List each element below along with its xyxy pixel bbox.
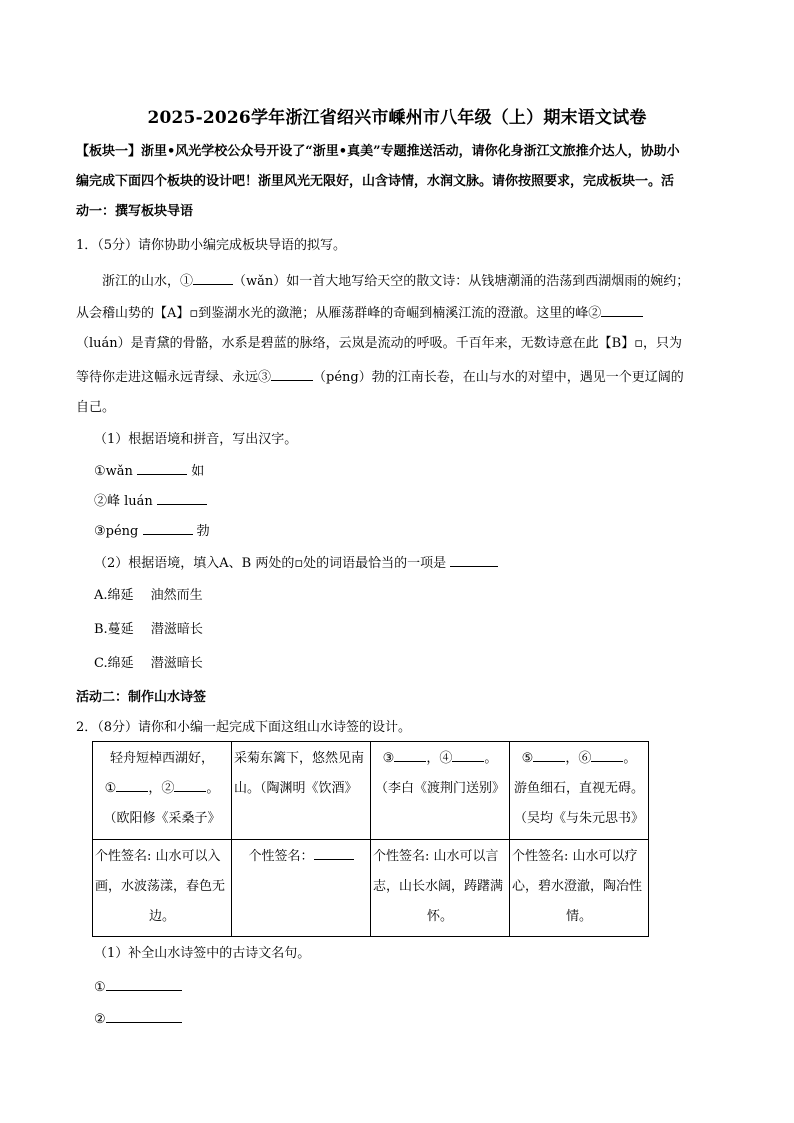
poem-row <box>93 742 649 840</box>
poem-blank-3[interactable] <box>394 747 426 762</box>
q1-sub-1: （1）根据语境和拼音，写出汉字。 <box>94 432 298 447</box>
circle-num: ① <box>104 781 117 796</box>
option-a[interactable]: A.绵延 油然而生 <box>94 588 203 603</box>
answer-suffix: 如 <box>191 464 205 479</box>
answer-3-blank[interactable] <box>143 520 193 535</box>
answer-label: ① <box>94 980 106 995</box>
poem-line <box>95 774 229 804</box>
punct: 。 <box>484 751 498 766</box>
intro-line-2: 编完成下面四个板块的设计吧！浙里风光无限好，山含诗情，水润文脉。请你按照要求，完成板块一。活 <box>76 174 675 189</box>
signature-card-1 <box>93 840 232 937</box>
circle-num: ，④ <box>426 751 453 766</box>
q2-answer-2-blank[interactable] <box>106 1008 182 1023</box>
q1-passage-line-1 <box>102 270 689 292</box>
poem-line: 游鱼细石，直视无碍。 <box>513 781 644 796</box>
q1-passage-line-2 <box>76 302 643 324</box>
signature-line <box>234 842 368 872</box>
signature-blank[interactable] <box>314 845 354 860</box>
poem-line: 采菊东篱下，悠然见南 <box>234 751 365 766</box>
answer-label: ③péng <box>94 524 139 539</box>
signature-card-3 <box>371 840 510 937</box>
signature-line: 个性签名: 山水可以入 <box>95 849 221 864</box>
activity-2-heading: 活动二：制作山水诗签 <box>76 690 207 705</box>
signature-line: 心，碧水澄澈，陶冶性 <box>512 879 643 894</box>
passage-text: （wǎn）如一首大地写给天空的散文诗：从钱塘潮涌的浩荡到西湖烟雨的婉约； <box>233 274 690 289</box>
q1-passage-line-3: （luán）是青黛的骨骼，水系是碧蓝的脉络，云岚是流动的呼吸。千百年来，无数诗意在此【B】▫，只为 <box>76 336 683 351</box>
poem-card-2 <box>232 742 371 840</box>
signature-card-2 <box>232 840 371 937</box>
poem-blank-6[interactable] <box>591 747 623 762</box>
q2-header: 2．（8分）请你和小编一起完成下面这组山水诗签的设计。 <box>76 720 412 735</box>
circle-num: ⑤ <box>521 751 534 766</box>
signature-line: 怀。 <box>426 909 453 924</box>
poem-blank-5[interactable] <box>533 747 565 762</box>
blank-3[interactable] <box>271 366 313 381</box>
signature-line: 边。 <box>148 909 175 924</box>
passage-text: 等待你走进这幅永远青绿、永远③ <box>76 370 272 385</box>
poem-line <box>512 744 646 774</box>
blank-2[interactable] <box>601 302 643 317</box>
signature-row <box>93 840 649 937</box>
poem-blank-2[interactable] <box>174 777 206 792</box>
q2-sub-1: （1）补全山水诗签中的古诗文名句。 <box>94 946 311 961</box>
punct: 。 <box>623 751 637 766</box>
passage-text: （péng）勃的江南长卷，在山与水的对望中，遇见一个更辽阔的 <box>313 370 684 385</box>
passage-text: 从会稽山势的【A】▫到鉴湖水光的潋滟；从雁荡群峰的奇崛到楠溪江流的澄澈。这里的峰② <box>76 306 602 321</box>
circle-num: ，② <box>148 781 175 796</box>
q1-sub-2-text: （2）根据语境，填入A、B 两处的▫处的词语最恰当的一项是 <box>94 556 447 571</box>
signature-line: 志，山长水阔，踌躇满 <box>373 879 504 894</box>
q2-answer-1-blank[interactable] <box>106 976 182 991</box>
answer-2-blank[interactable] <box>157 490 207 505</box>
poem-blank-1[interactable] <box>116 777 148 792</box>
circle-num: ，⑥ <box>565 751 592 766</box>
signature-label: 个性签名： <box>248 849 314 864</box>
answer-2 <box>94 490 207 512</box>
answer-label: ② <box>94 1012 106 1027</box>
blank-1[interactable] <box>193 270 233 285</box>
poem-source: （欧阳修《采桑子》 <box>103 811 221 826</box>
signature-card-4 <box>510 840 649 937</box>
poem-line: 山。（陶渊明《饮酒》 <box>234 781 358 796</box>
q1-header: 1．（5分）请你协助小编完成板块导语的拟写。 <box>76 238 347 253</box>
signature-line: 个性签名: 山水可以言 <box>373 849 499 864</box>
passage-text: 浙江的山水，① <box>102 274 194 289</box>
option-c[interactable]: C.绵延 潜滋暗长 <box>94 656 203 671</box>
punct: 。 <box>206 781 220 796</box>
option-b[interactable]: B.蔓延 潜滋暗长 <box>94 622 203 637</box>
intro-line-3: 动一：撰写板块导语 <box>76 204 194 219</box>
answer-suffix: 勃 <box>196 524 210 539</box>
poem-line <box>373 744 507 774</box>
poem-source: （李白《渡荆门送别》 <box>374 781 505 796</box>
answer-1 <box>94 460 204 482</box>
signature-line: 画，水波荡漾，春色无 <box>95 879 226 894</box>
answer-3 <box>94 520 210 542</box>
intro-line-1: 【板块一】浙里•风光学校公众号开设了“浙里•真美”专题推送活动，请你化身浙江文旅推介达人，协助小 <box>76 144 680 159</box>
q1-sub-2-blank[interactable] <box>450 552 498 567</box>
poem-card-4 <box>510 742 649 840</box>
answer-label: ①wǎn <box>94 464 133 479</box>
q1-passage-line-4 <box>76 366 684 388</box>
circle-num: ③ <box>382 751 395 766</box>
q1-passage-line-5: 自己。 <box>76 400 116 415</box>
poem-blank-4[interactable] <box>452 747 484 762</box>
signature-line: 个性签名: 山水可以疗 <box>512 849 638 864</box>
answer-1-blank[interactable] <box>137 460 187 475</box>
signature-line: 情。 <box>565 909 592 924</box>
poem-card-1 <box>93 742 232 840</box>
q2-answer-2 <box>94 1008 182 1030</box>
poem-card-table <box>92 741 649 937</box>
answer-label: ②峰 luán <box>94 494 153 509</box>
exam-title: 2025-2026学年浙江省绍兴市嵊州市八年级（上）期末语文试卷 <box>147 108 647 128</box>
poem-line: 轻舟短棹西湖好， <box>109 751 214 766</box>
q1-sub-2 <box>94 552 498 574</box>
poem-card-3 <box>371 742 510 840</box>
poem-source: （吴均《与朱元思书》 <box>513 811 644 826</box>
q2-answer-1 <box>94 976 182 998</box>
